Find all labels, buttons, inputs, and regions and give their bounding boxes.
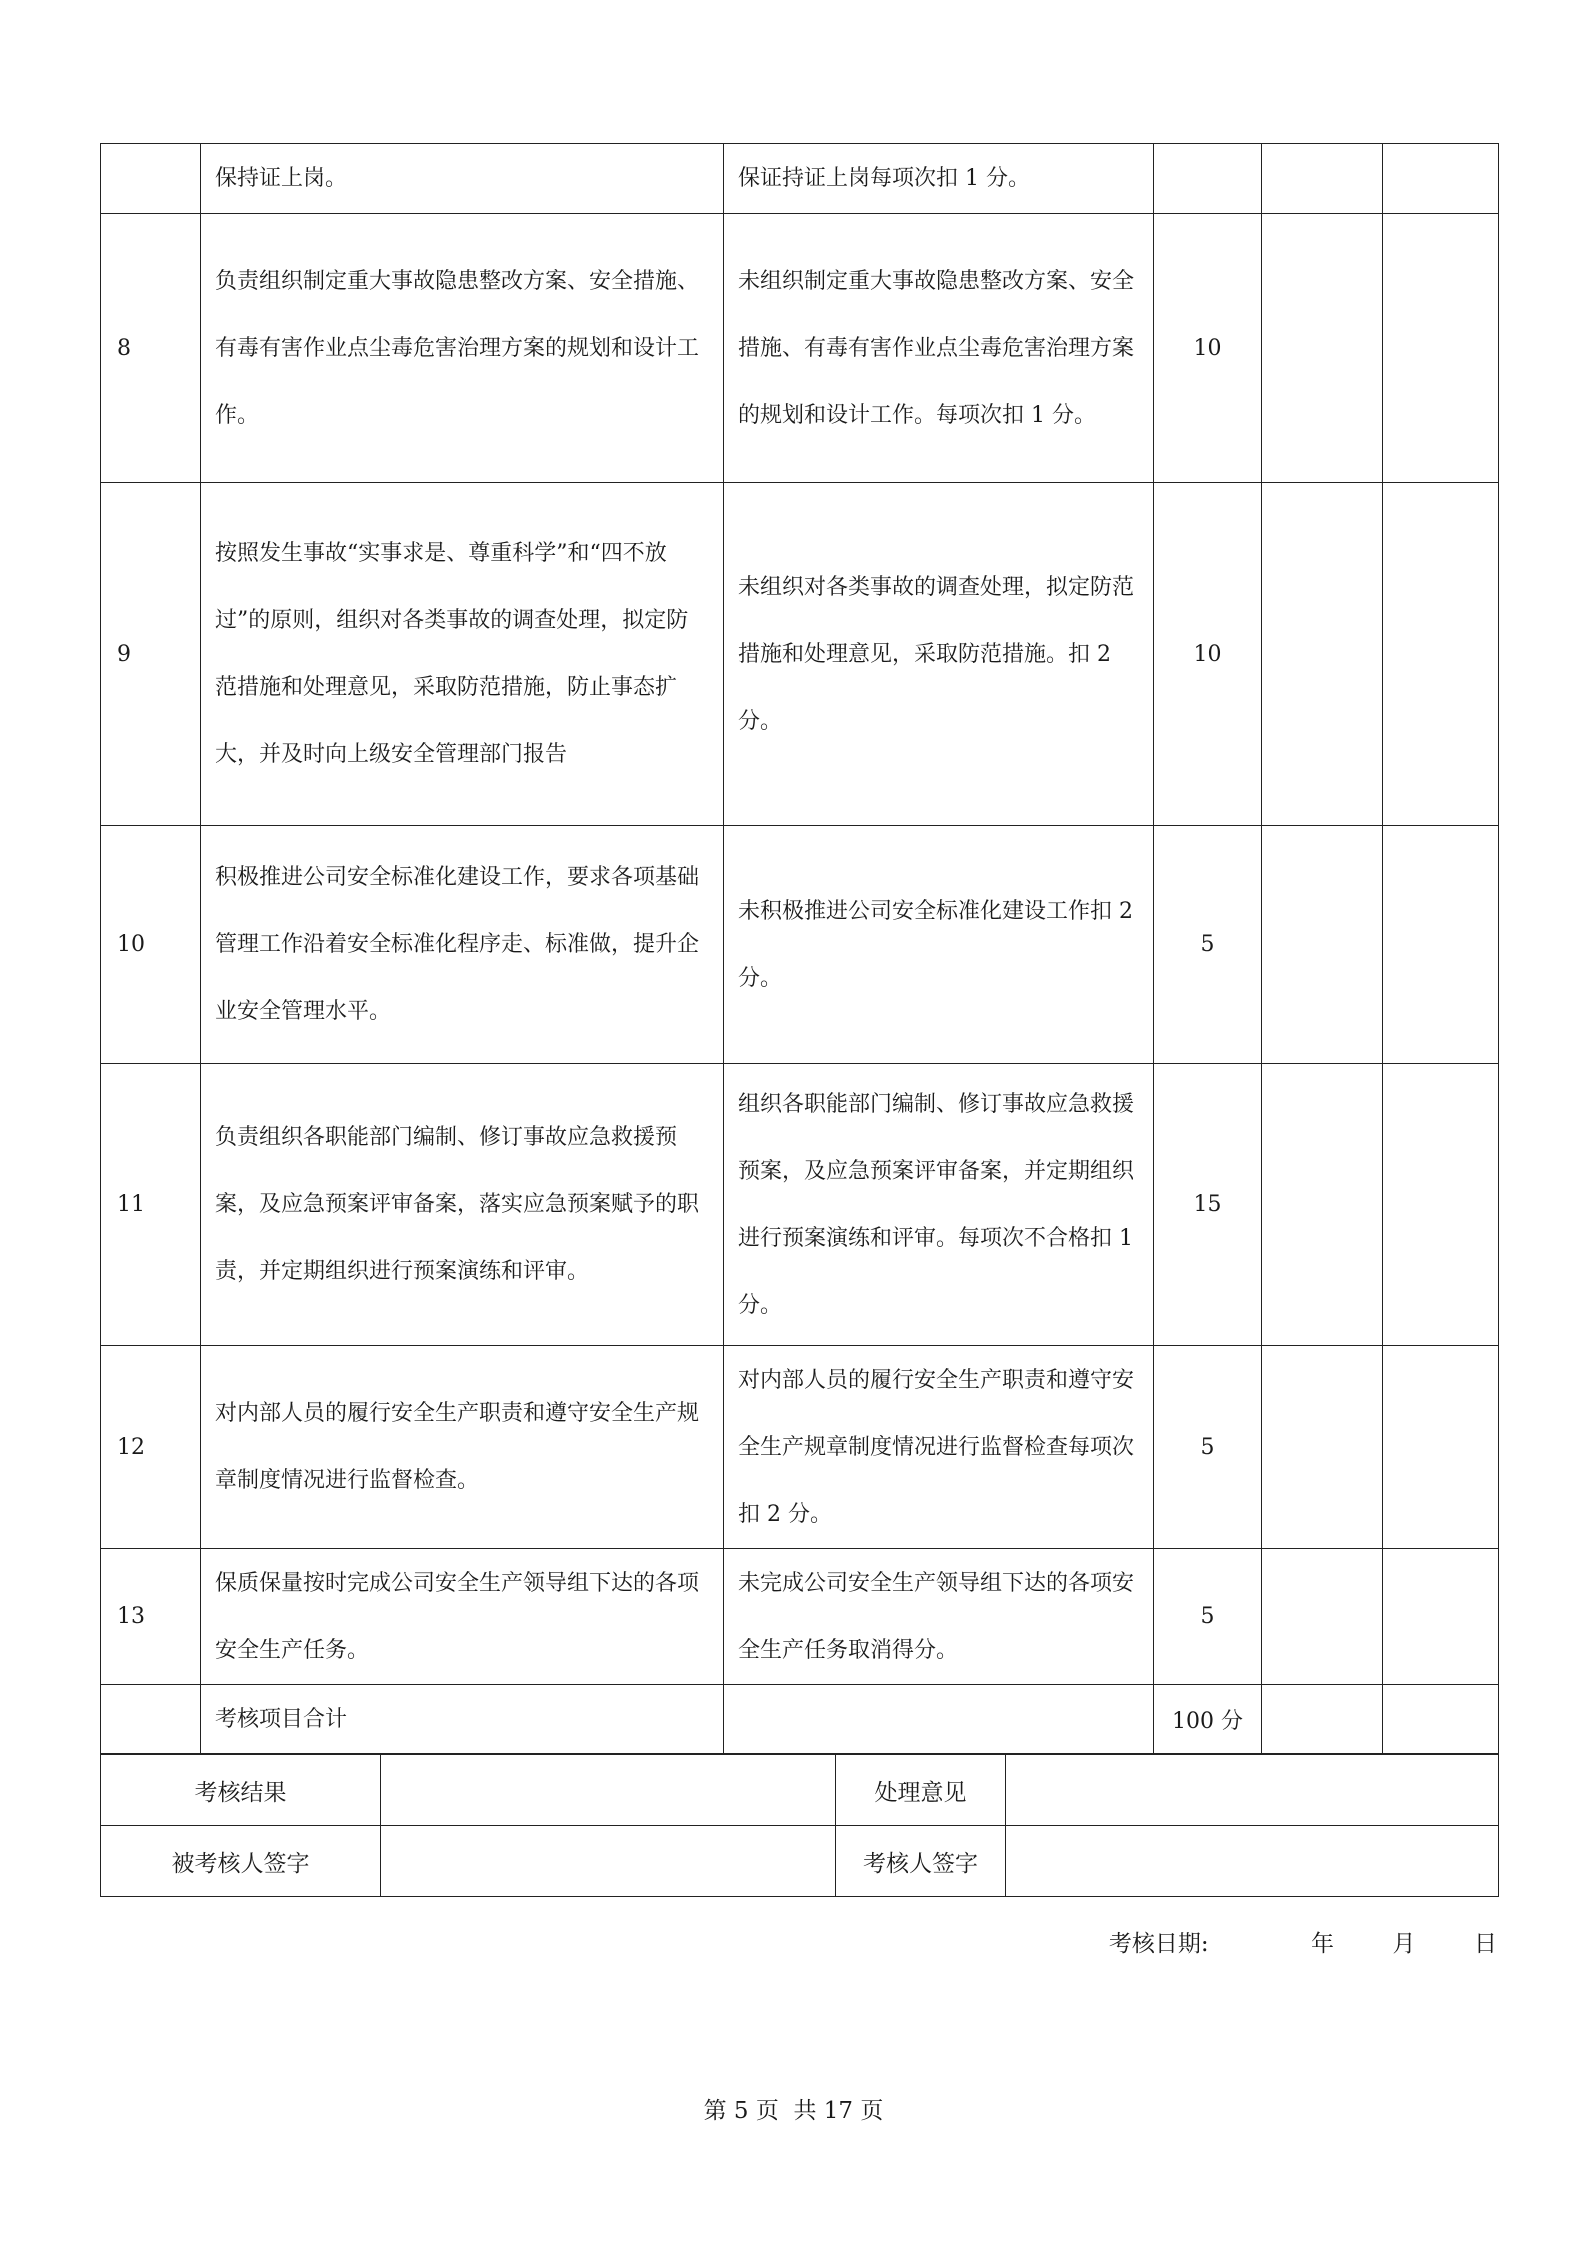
row-score: 5 [1154, 1346, 1262, 1549]
row-standard: 组织各职能部门编制、修订事故应急救援预案，及应急预案评审备案，并定期组织进行预案演练和评审。每项次不合格扣 1 分。 [724, 1064, 1154, 1346]
row-deduction [1262, 1064, 1383, 1346]
signature-table [100, 1754, 1499, 1897]
row-standard: 未组织制定重大事故隐患整改方案、安全措施、有毒有害作业点尘毒危害治理方案的规划和设计工作。每项次扣 1 分。 [724, 214, 1154, 483]
row-score [1154, 144, 1262, 214]
row-remark [1383, 214, 1499, 483]
table-row [101, 1346, 1499, 1549]
row-remark [1383, 826, 1499, 1064]
total-label: 考核项目合计 [201, 1685, 724, 1754]
total-number [101, 1685, 201, 1754]
row-deduction [1262, 214, 1383, 483]
row-standard: 未组织对各类事故的调查处理，拟定防范措施和处理意见，采取防范措施。扣 2 分。 [724, 483, 1154, 826]
opinion-label: 处理意见 [836, 1755, 1006, 1826]
total-remark [1383, 1685, 1499, 1754]
examiner-signature-field[interactable] [1006, 1826, 1499, 1897]
date-month: 月 [1392, 1931, 1416, 1957]
row-number: 11 [101, 1064, 201, 1346]
date-year: 年 [1311, 1931, 1334, 1957]
table-row [101, 144, 1499, 214]
total-standard [724, 1685, 1154, 1754]
page-footer [0, 2092, 1587, 2125]
assessment-date [1109, 1925, 1497, 1958]
row-number: 8 [101, 214, 201, 483]
total-deduction [1262, 1685, 1383, 1754]
footer-middle: 页 共 [755, 2098, 817, 2124]
assessment-table [100, 143, 1499, 1754]
row-remark [1383, 1064, 1499, 1346]
table-row [101, 483, 1499, 826]
row-content: 负责组织各职能部门编制、修订事故应急救援预案，及应急预案评审备案，落实应急预案赋予的职责，并定期组织进行预案演练和评审。 [201, 1064, 724, 1346]
row-number: 10 [101, 826, 201, 1064]
row-remark [1383, 144, 1499, 214]
row-content: 保质保量按时完成公司安全生产领导组下达的各项安全生产任务。 [201, 1549, 724, 1685]
row-deduction [1262, 144, 1383, 214]
row-content: 按照发生事故“实事求是、尊重科学”和“四不放过”的原则，组织对各类事故的调查处理，拟定防范措施和处理意见，采取防范措施，防止事态扩大，并及时向上级安全管理部门报告 [201, 483, 724, 826]
examinee-signature-field[interactable] [381, 1826, 836, 1897]
row-number: 9 [101, 483, 201, 826]
signature-row [101, 1826, 1499, 1897]
row-remark [1383, 1346, 1499, 1549]
date-label: 考核日期: [1108, 1931, 1209, 1957]
row-score: 5 [1154, 1549, 1262, 1685]
table-row [101, 1064, 1499, 1346]
row-number: 13 [101, 1549, 201, 1685]
result-row [101, 1755, 1499, 1826]
row-remark [1383, 1549, 1499, 1685]
footer-page: 5 [733, 2098, 749, 2124]
row-score: 15 [1154, 1064, 1262, 1346]
footer-total: 17 [823, 2098, 854, 2124]
footer-prefix: 第 [703, 2098, 727, 2124]
examinee-label: 被考核人签字 [101, 1826, 381, 1897]
result-label: 考核结果 [101, 1755, 381, 1826]
footer-suffix: 页 [860, 2098, 884, 2124]
row-content: 对内部人员的履行安全生产职责和遵守安全生产规章制度情况进行监督检查。 [201, 1346, 724, 1549]
row-score: 5 [1154, 826, 1262, 1064]
examiner-label: 考核人签字 [836, 1826, 1006, 1897]
total-row [101, 1685, 1499, 1754]
row-standard: 对内部人员的履行安全生产职责和遵守安全生产规章制度情况进行监督检查每项次扣 2 分。 [724, 1346, 1154, 1549]
row-standard: 保证持证上岗每项次扣 1 分。 [724, 144, 1154, 214]
table-row [101, 826, 1499, 1064]
row-deduction [1262, 1346, 1383, 1549]
row-number [101, 144, 201, 214]
result-field[interactable] [381, 1755, 836, 1826]
row-score: 10 [1154, 214, 1262, 483]
opinion-field[interactable] [1006, 1755, 1499, 1826]
row-content: 保持证上岗。 [201, 144, 724, 214]
row-content: 负责组织制定重大事故隐患整改方案、安全措施、有毒有害作业点尘毒危害治理方案的规划和设计工作。 [201, 214, 724, 483]
row-number: 12 [101, 1346, 201, 1549]
row-score: 10 [1154, 483, 1262, 826]
table-row [101, 1549, 1499, 1685]
row-content: 积极推进公司安全标准化建设工作，要求各项基础管理工作沿着安全标准化程序走、标准做，提升企业安全管理水平。 [201, 826, 724, 1064]
row-remark [1383, 483, 1499, 826]
row-standard: 未完成公司安全生产领导组下达的各项安全生产任务取消得分。 [724, 1549, 1154, 1685]
row-deduction [1262, 826, 1383, 1064]
row-deduction [1262, 1549, 1383, 1685]
table-row [101, 214, 1499, 483]
total-score: 100 分 [1154, 1685, 1262, 1754]
row-deduction [1262, 483, 1383, 826]
row-standard: 未积极推进公司安全标准化建设工作扣 2 分。 [724, 826, 1154, 1064]
date-day: 日 [1474, 1931, 1497, 1957]
